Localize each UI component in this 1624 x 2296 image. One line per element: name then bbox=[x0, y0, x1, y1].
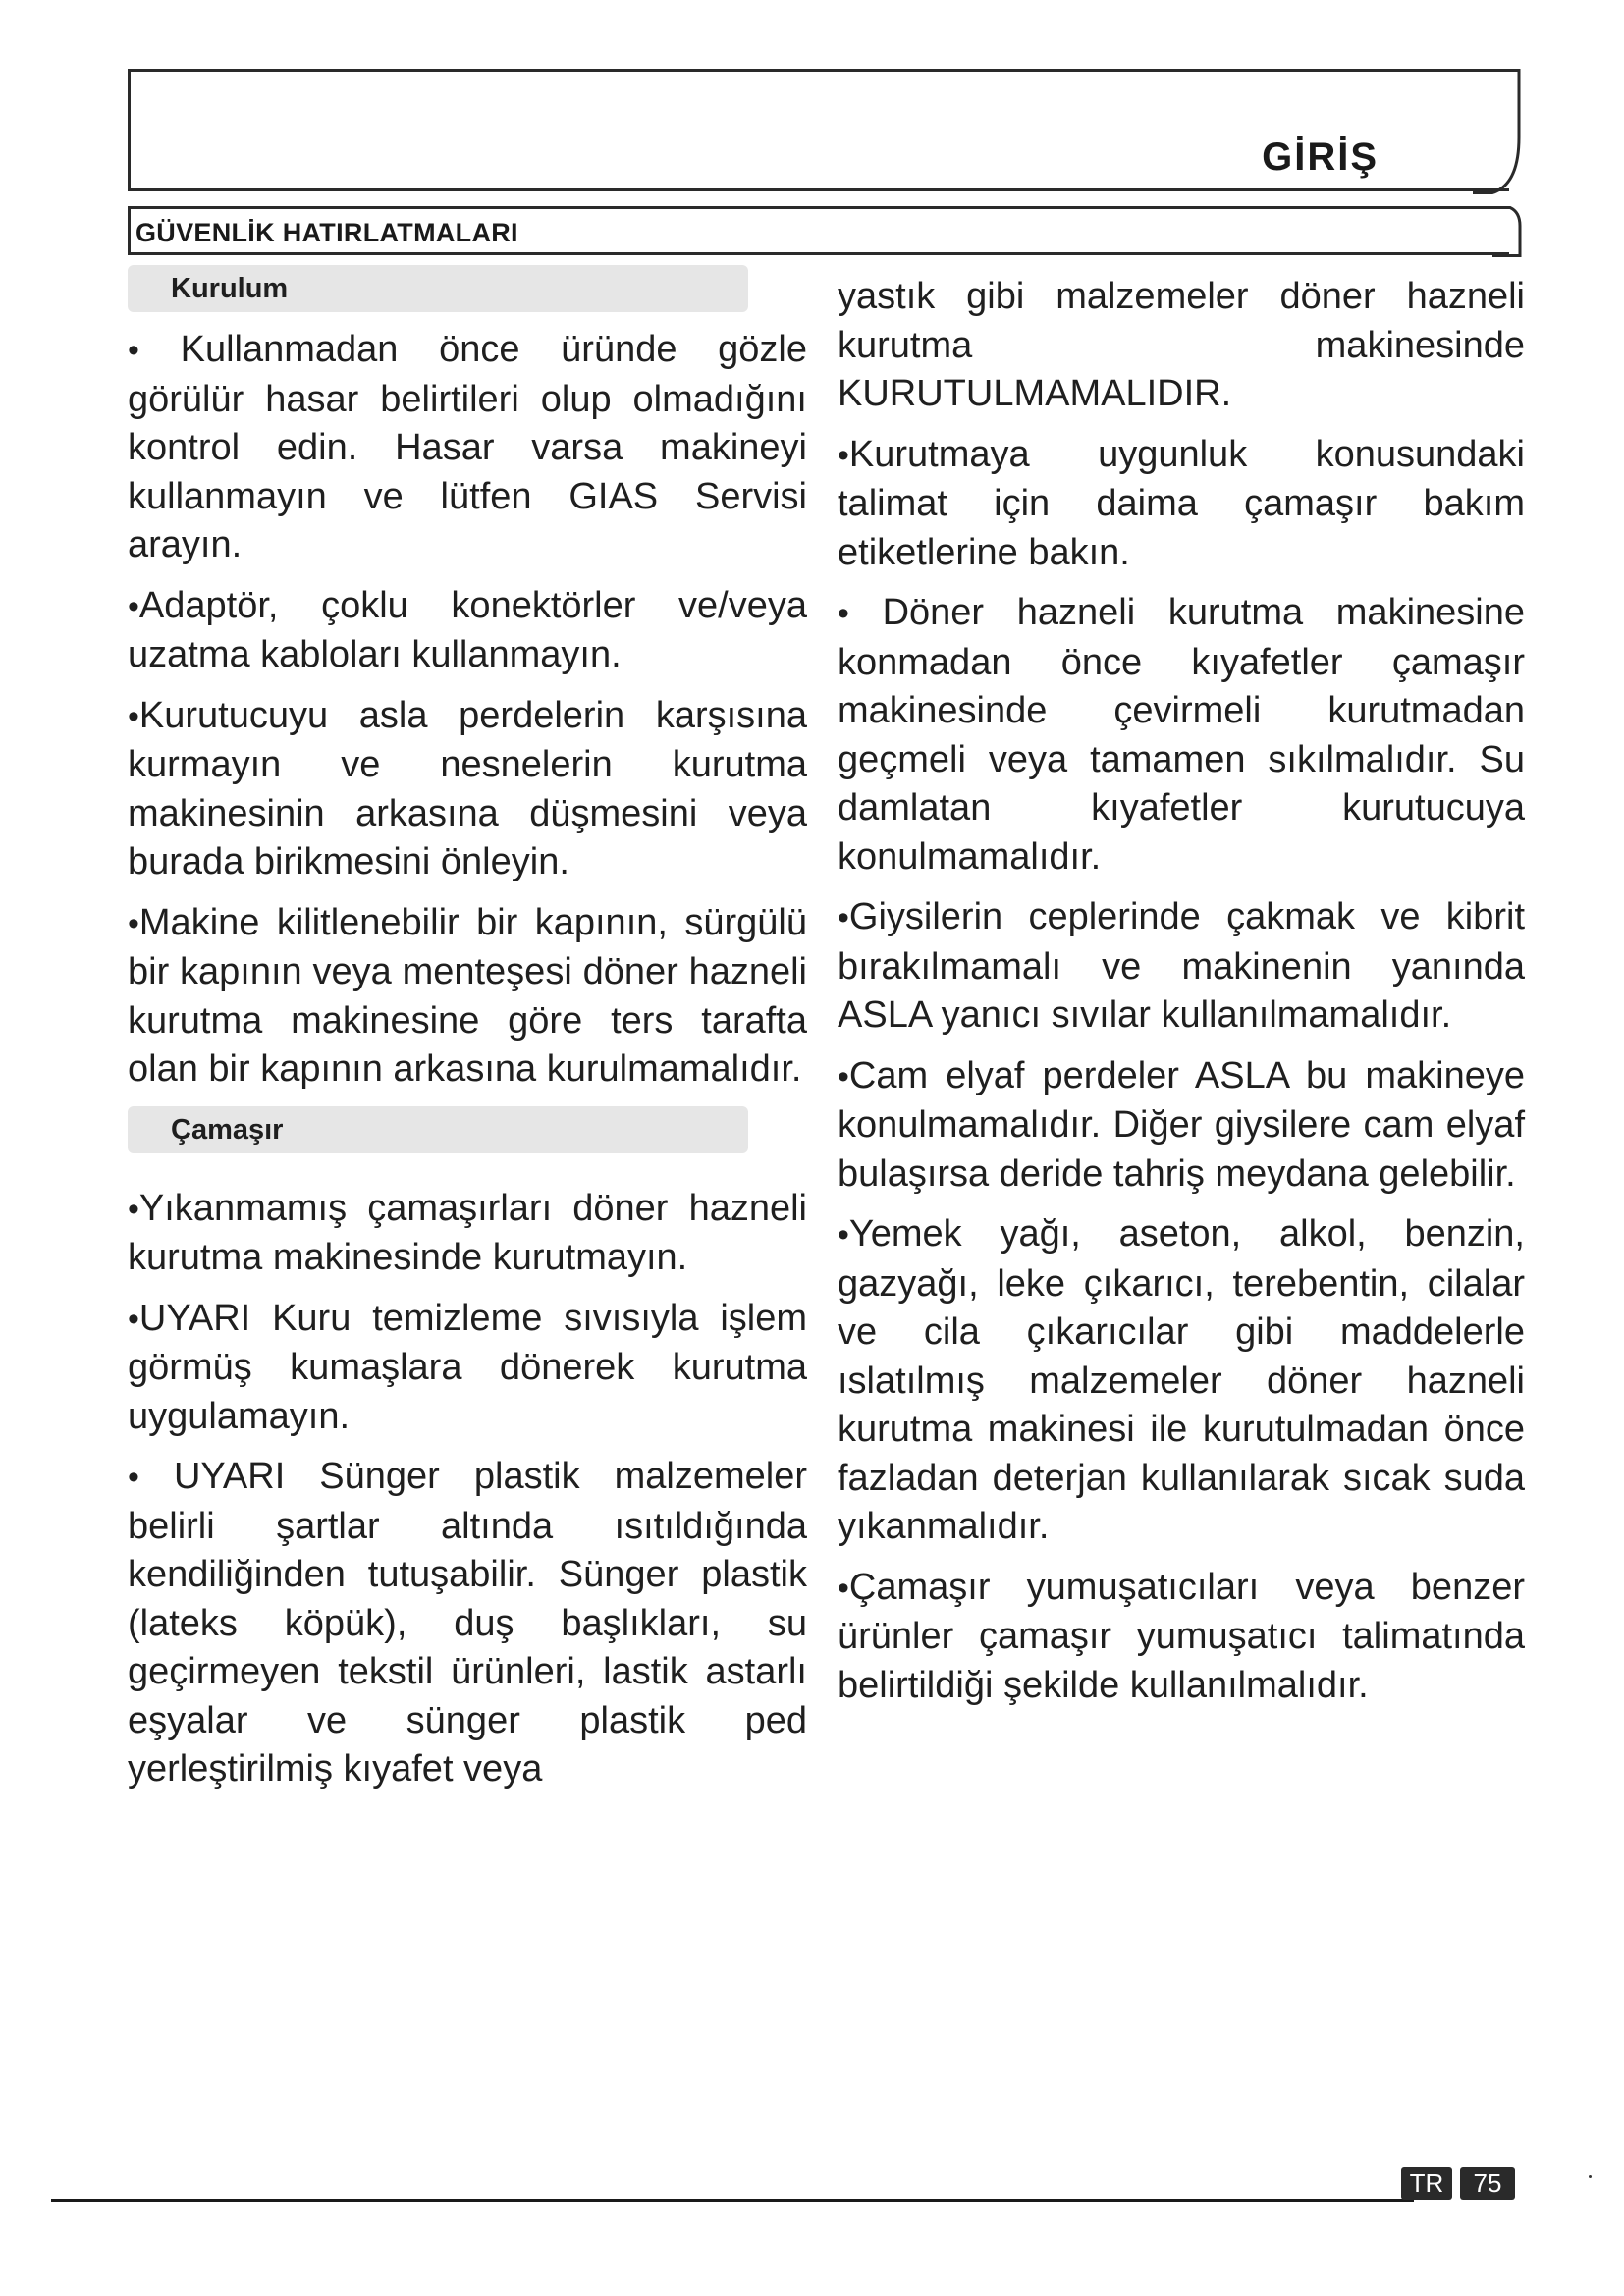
list-item: •Yıkanmamış çamaşırları döner hazneli kurutma makinesinde kurutmayın. bbox=[128, 1187, 807, 1278]
section-heading: GÜVENLİK HATIRLATMALARI bbox=[135, 218, 518, 247]
list-item: •Kurutucuyu asla perdelerin karşısına kurmayın ve nesnelerin kurutma makinesinin arkasına düşmesini veya burada birikmesini önleyin. bbox=[128, 694, 807, 882]
list-item: •Cam elyaf perdeler ASLA bu makineye konulmamalıdır. Diğer giysilere cam elyaf bulaşırsa deride tahriş meydana gelebilir. bbox=[838, 1054, 1525, 1195]
footer-rule bbox=[51, 2199, 1414, 2202]
list-item: •Giysilerin ceplerinde çakmak ve kibrit bırakılmamalı ve makinenin yanında ASLA yanıcı sıvılar kullanılmamalıdır. bbox=[838, 896, 1525, 1036]
list-item: •Yemek yağı, aseton, alkol, benzin, gazyağı, leke çıkarıcı, terebentin, cilalar ve cila çıkarıcılar gibi maddelerle ıslatılmış malzemeler döner hazneli kurutma makinesi ile kurutulmadan önce fazladan deterjan kullanılarak sıcak suda yıkanmalıdır. bbox=[838, 1213, 1525, 1547]
continued-text: yastık gibi malzemeler döner hazneli kurutma makinesinde KURUTULMAMALIDIR. bbox=[838, 276, 1525, 414]
list-item: •Adaptör, çoklu konektörler ve/veya uzatma kabloları kullanmayın. bbox=[128, 584, 807, 675]
list-item: • UYARI Sünger plastik malzemeler belirli şartlar altında ısıtıldığında kendiliğinden tutuşabilir. Sünger plastik (lateks köpük), duş başlıkları, su geçirmeyen tekstil ürünleri, lastik astarlı eşyalar ve sünger plastik ped yerleştirilmiş kıyafet veya bbox=[128, 1456, 807, 1789]
stray-dot bbox=[1589, 2175, 1592, 2178]
subsection-tab-laundry: Çamaşır bbox=[128, 1106, 748, 1153]
subsection-tab-installation: Kurulum bbox=[128, 265, 748, 312]
list-item: •Makine kilitlenebilir bir kapının, sürgülü bir kapının veya menteşesi döner hazneli kurutma makinesine göre ters tarafta olan bir kapının arkasına kurulmamalıdır. bbox=[128, 901, 807, 1090]
list-item: •UYARI Kuru temizleme sıvısıyla işlem görmüş kumaşlara dönerek kurutma uygulamayın. bbox=[128, 1297, 807, 1437]
list-item: •Çamaşır yumuşatıcıları veya benzer ürünler çamaşır yumuşatıcı talimatında belirtildiği şekilde kullanılmalıdır. bbox=[838, 1566, 1525, 1706]
language-badge: TR bbox=[1401, 2167, 1452, 2200]
page-title: GİRİŞ bbox=[1262, 135, 1379, 179]
list-item: • Kullanmadan önce üründe gözle görülür hasar belirtileri olup olmadığını kontrol edin. Hasar varsa makineyi kullanmayın ve lütfen GIAS Servisi arayın. bbox=[128, 329, 808, 565]
left-column bbox=[128, 265, 807, 1806]
list-item: •Kurutmaya uygunluk konusundaki talimat için daima çamaşır bakım etiketlerine bakın. bbox=[838, 433, 1525, 573]
list-item: • Döner hazneli kurutma makinesine konmadan önce kıyafetler çamaşır makinesinde çevirmeli kurutmadan geçmeli veya tamamen sıkılmalıdır. Su damlatan kıyafetler kurutucuya konulmamalıdır. bbox=[838, 592, 1525, 878]
page-number: 75 bbox=[1460, 2167, 1515, 2200]
right-column bbox=[838, 273, 1525, 1722]
section-header-corner bbox=[1492, 206, 1522, 257]
title-frame-corner bbox=[1473, 69, 1522, 194]
